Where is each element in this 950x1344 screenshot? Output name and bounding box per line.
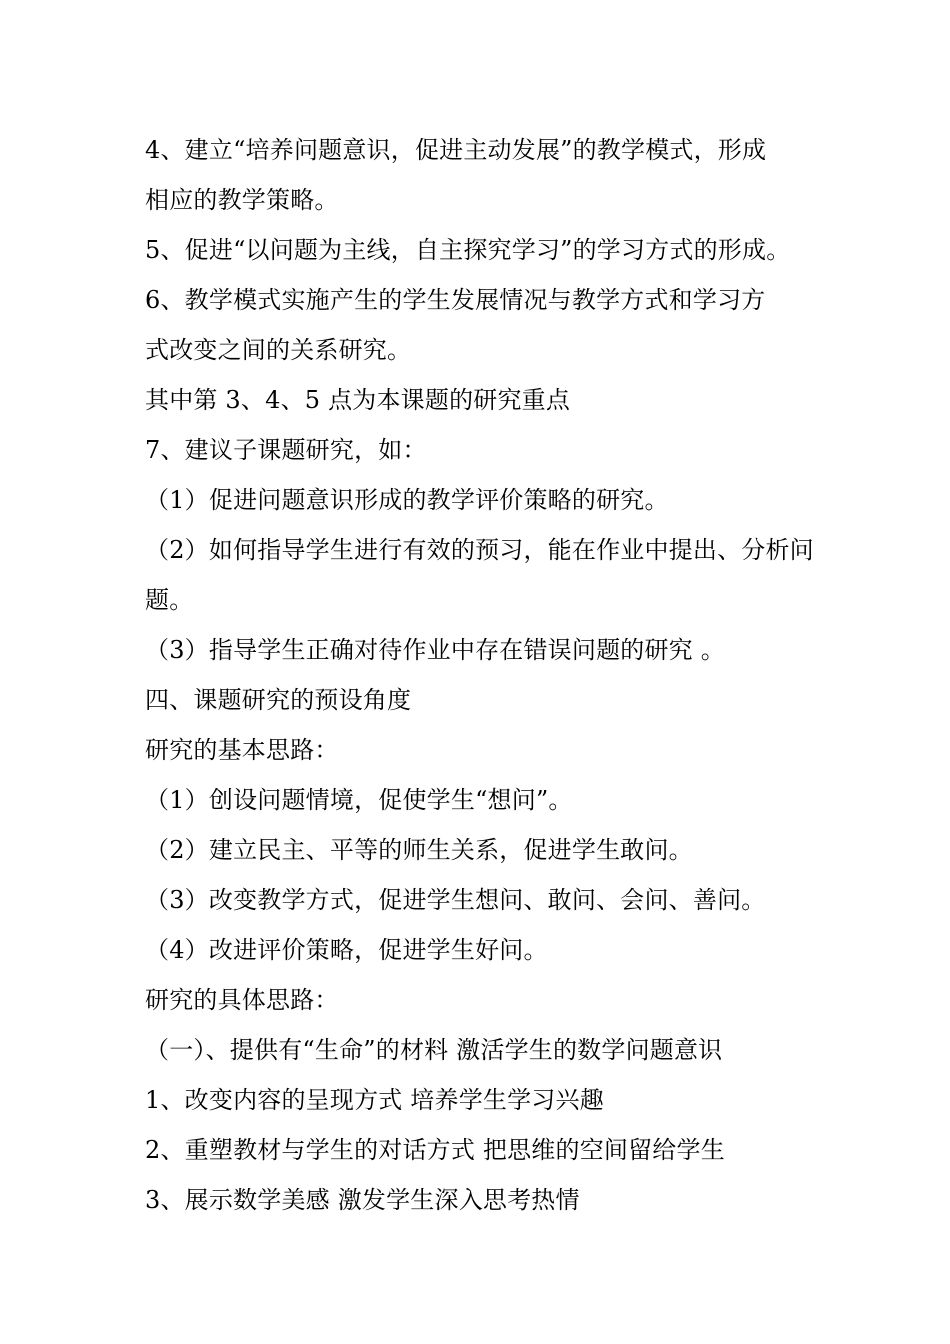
- text-line: 题。: [145, 586, 194, 614]
- text-line: （3）指导学生正确对待作业中存在错误问题的研究 。: [145, 636, 725, 664]
- text-line: （4）改进评价策略，促进学生好问。: [145, 936, 548, 964]
- text-line: 6、教学模式实施产生的学生发展情况与教学方式和学习方: [145, 286, 766, 314]
- text-line: （3）改变教学方式，促进学生想问、敢问、会问、善问。: [145, 886, 766, 914]
- text-line: 3、展示数学美感 激发学生深入思考热情: [145, 1186, 580, 1214]
- text-line: 1、改变内容的呈现方式 培养学生学习兴趣: [145, 1086, 604, 1114]
- text-line: 式改变之间的关系研究。: [145, 336, 412, 364]
- text-line: （1）创设问题情境，促使学生“想问”。: [145, 786, 573, 814]
- section-heading: 四、课题研究的预设角度: [145, 686, 412, 714]
- text-line: 2、重塑教材与学生的对话方式 把思维的空间留给学生: [145, 1136, 725, 1164]
- text-line: （2）如何指导学生进行有效的预习，能在作业中提出、分析问: [145, 536, 814, 564]
- text-line: 研究的基本思路：: [145, 736, 339, 764]
- text-line: （2）建立民主、平等的师生关系，促进学生敢问。: [145, 836, 693, 864]
- text-line: 研究的具体思路：: [145, 986, 339, 1014]
- document-page: [145, 125, 835, 1225]
- text-line: 5、促进“以问题为主线，自主探究学习”的学习方式的形成。: [145, 236, 791, 264]
- text-line: 相应的教学策略。: [145, 186, 339, 214]
- text-line: （一）、提供有“生命”的材料 激活学生的数学问题意识: [145, 1036, 723, 1064]
- text-line: （1）促进问题意识形成的教学评价策略的研究。: [145, 486, 669, 514]
- text-line: 其中第 3、4、5 点为本课题的研究重点: [145, 386, 571, 414]
- text-line: 7、建议子课题研究，如：: [145, 436, 427, 464]
- text-line: 4、建立“培养问题意识，促进主动发展”的教学模式，形成: [145, 136, 767, 164]
